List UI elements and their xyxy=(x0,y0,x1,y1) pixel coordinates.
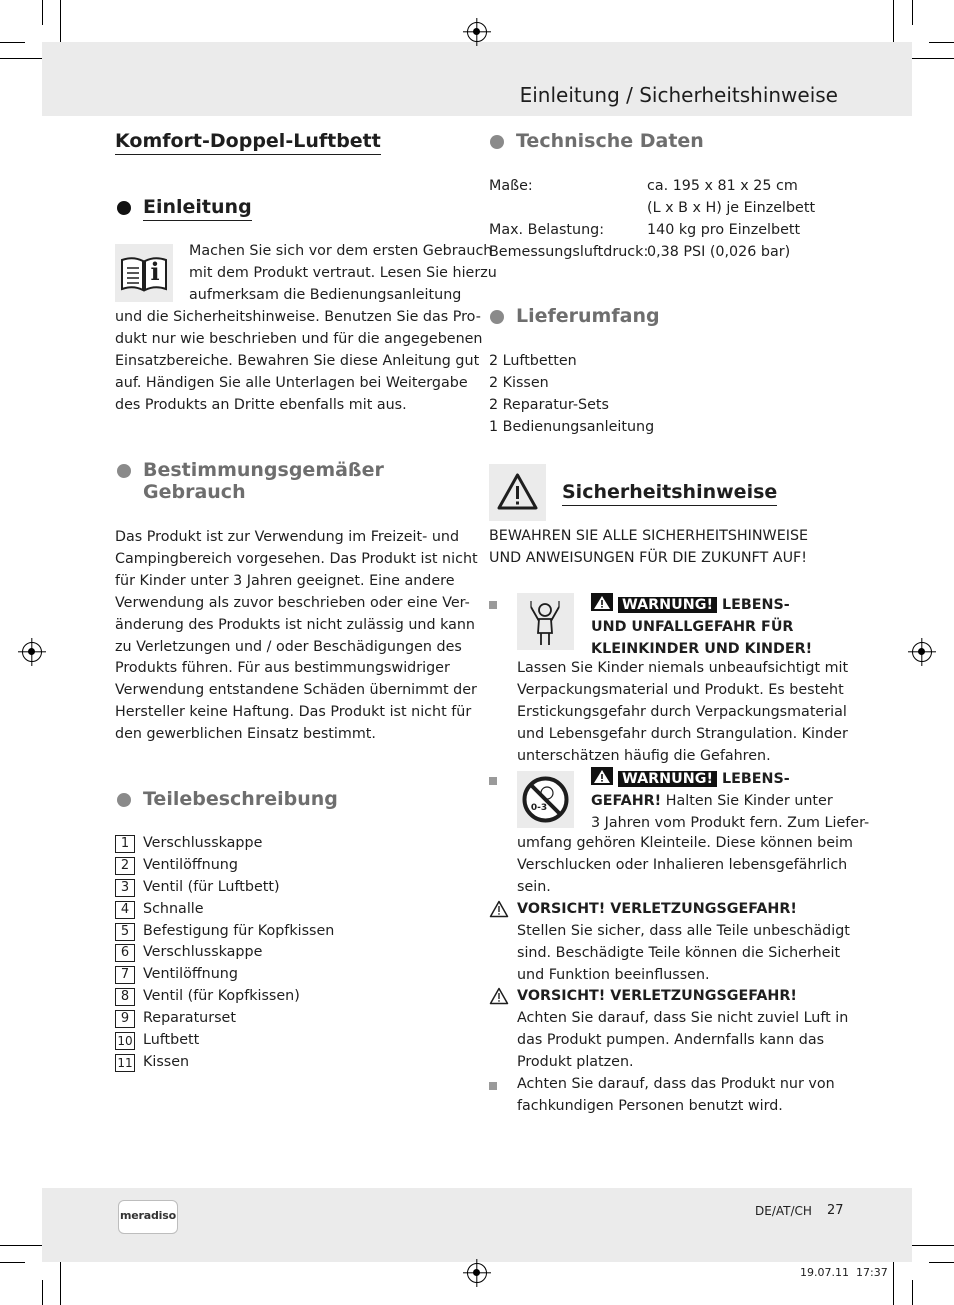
bestimmung-text: Das Produkt ist zur Verwendung im Freizeit- und Campingbereich vorgesehen. Das Produkt ist nicht für Kinder unter 3 Jahren geeignet. Eine andere Verwendung als zuvor beschrieben oder eine Ver- änderung des Produkts ist nicht zulässig und kann zu Verletzungen und / oder Beschädigungen des Produkts führen. Für aus bestimmungswidriger Verwendung entstandene Schäden übernimmt der Hersteller keine Haftung. Das Produkt ist nicht für den gewerblichen Einsatz bestimmt. xyxy=(115,529,478,743)
page-number: 27 xyxy=(827,1203,844,1218)
section-bullet xyxy=(117,793,131,807)
caution-triangle-icon xyxy=(489,900,509,922)
part-number: 5 xyxy=(115,923,135,941)
warning-2-text: umfang gehören Kleinteile. Diese können beim Verschlucken oder Inhalieren lebensgefährlich sein. xyxy=(517,835,853,895)
svg-text:0-3: 0-3 xyxy=(530,803,548,813)
technische-daten-heading: Technische Daten xyxy=(516,130,704,152)
part-number: 10 xyxy=(115,1032,135,1050)
warning-2-heading: WARNUNG! LEBENS- GEFAHR! Halten Sie Kinder unter 3 Jahren vom Produkt fern. Zum Liefer- xyxy=(591,767,869,835)
caution-1-text: Stellen Sie sicher, dass alle Teile unbeschädigt sind. Beschädigte Teile können die Sicherheit und Funktion beeinflussen. xyxy=(517,923,850,983)
warning-1-text: Lassen Sie Kinder niemals unbeaufsichtigt mit Verpackungsmaterial und Produkt. Es besteht Erstickungsgefahr durch Verpackungsmaterial und Lebensgefahr durch Strangulation. Kinder unterschätzen häufig die Gefahren. xyxy=(517,660,849,764)
sicherheit-heading: Sicherheitshinweise xyxy=(562,481,777,506)
warning-triangle-icon xyxy=(489,464,546,521)
part-number: 9 xyxy=(115,1010,135,1028)
bestimmung-heading: Bestimmungsgemäßer Gebrauch xyxy=(143,459,384,503)
teile-heading: Teilebeschreibung xyxy=(143,788,338,810)
spec-label: Max. Belastung: xyxy=(489,222,605,238)
warning-label: WARNUNG! xyxy=(618,597,717,613)
registration-mark-left xyxy=(22,642,42,662)
warning-label: WARNUNG! xyxy=(618,771,717,787)
spec-label: Maße: xyxy=(489,178,533,194)
info-book-icon xyxy=(115,244,173,302)
section-bullet xyxy=(117,201,131,215)
spec-value: 140 kg pro Einzelbett xyxy=(647,222,801,238)
safety-intro: BEWAHREN SIE ALLE SICHERHEITSHINWEISE UND ANWEISUNGEN FÜR DIE ZUKUNFT AUF! xyxy=(489,528,809,566)
part-label: Verschlusskappe xyxy=(143,944,263,960)
spec-value: 0,38 PSI (0,026 bar) xyxy=(647,244,791,260)
part-number: 11 xyxy=(115,1054,135,1072)
footer-locale: DE/AT/CH xyxy=(755,1204,812,1218)
warning-triangle-small-icon xyxy=(591,771,613,787)
part-number: 4 xyxy=(115,901,135,919)
section-bullet xyxy=(490,310,504,324)
list-bullet xyxy=(489,1082,497,1090)
part-label: Schnalle xyxy=(143,901,204,917)
list-bullet xyxy=(489,777,497,785)
part-number: 8 xyxy=(115,988,135,1006)
child-strangulation-icon xyxy=(517,593,574,650)
section-bullet xyxy=(117,464,131,478)
list-item: 2 Luftbetten xyxy=(489,353,577,369)
part-number: 6 xyxy=(115,944,135,962)
spec-label: Bemessungsluftdruck: xyxy=(489,244,649,260)
caution-triangle-icon xyxy=(489,987,509,1009)
part-label: Befestigung für Kopfkissen xyxy=(143,923,335,939)
part-number: 2 xyxy=(115,857,135,875)
registration-mark-top xyxy=(467,22,487,42)
registration-mark-right xyxy=(912,642,932,662)
registration-mark-bottom xyxy=(467,1263,487,1283)
part-label: Ventilöffnung xyxy=(143,966,238,982)
part-number: 7 xyxy=(115,966,135,984)
brand-name: meradiso xyxy=(120,1209,176,1222)
part-label: Kissen xyxy=(143,1054,190,1070)
lieferumfang-heading: Lieferumfang xyxy=(516,305,660,327)
scope-of-delivery-list xyxy=(489,351,654,439)
warning-1-heading: WARNUNG! LEBENS- UND UNFALLGEFAHR FÜR KLEINKINDER UND KINDER! xyxy=(591,593,812,661)
section-bullet xyxy=(490,135,504,149)
part-number: 1 xyxy=(115,835,135,853)
einleitung-text-a: Machen Sie sich vor dem ersten Gebrauch mit dem Produkt vertraut. Lesen Sie hierzu aufmerksam die Bedienungsanleitung xyxy=(189,243,497,303)
part-label: Verschlusskappe xyxy=(143,835,263,851)
einleitung-heading: Einleitung xyxy=(143,196,252,221)
product-title: Komfort-Doppel-Luftbett xyxy=(115,130,381,155)
caution-2-heading: VORSICHT! VERLETZUNGSGEFAHR! xyxy=(517,988,797,1004)
print-time: 17:37 xyxy=(856,1266,888,1279)
svg-text:i: i xyxy=(150,257,160,286)
part-label: Ventil (für Kopfkissen) xyxy=(143,988,300,1004)
brand-logo xyxy=(118,1200,178,1234)
part-label: Luftbett xyxy=(143,1032,200,1048)
print-date: 19.07.11 xyxy=(800,1266,849,1279)
list-item: 1 Bedienungsanleitung xyxy=(489,418,655,435)
spec-value: ca. 195 x 81 x 25 cm xyxy=(647,178,798,194)
part-label: Reparaturset xyxy=(143,1010,236,1026)
caution-1-heading: VORSICHT! VERLETZUNGSGEFAHR! xyxy=(517,901,797,917)
page-header-title: Einleitung / Sicherheitshinweise xyxy=(519,83,838,107)
not-for-under-3-icon xyxy=(517,771,574,828)
einleitung-text-b: und die Sicherheitshinweise. Benutzen Sie das Pro- dukt nur wie beschrieben und für die angegebenen Einsatzbereiche. Bewahren Sie diese Anleitung gut auf. Händigen Sie alle Unterlagen bei Weitergabe des Produkts an Dritte ebenfalls mit aus. xyxy=(115,309,483,413)
warning-triangle-small-icon xyxy=(591,597,613,613)
list-item: 2 Kissen xyxy=(489,374,549,391)
part-number: 3 xyxy=(115,879,135,897)
final-note-text: Achten Sie darauf, dass das Produkt nur von fachkundigen Personen benutzt wird. xyxy=(517,1076,835,1114)
caution-2-text: Achten Sie darauf, dass Sie nicht zuviel Luft in das Produkt pumpen. Andernfalls kann das Produkt platzen. xyxy=(517,1010,849,1070)
spec-value: (L x B x H) je Einzelbett xyxy=(647,200,816,216)
list-item: 2 Reparatur-Sets xyxy=(489,396,609,413)
part-label: Ventil (für Luftbett) xyxy=(143,879,280,895)
list-bullet xyxy=(489,601,497,609)
part-label: Ventilöffnung xyxy=(143,857,238,873)
